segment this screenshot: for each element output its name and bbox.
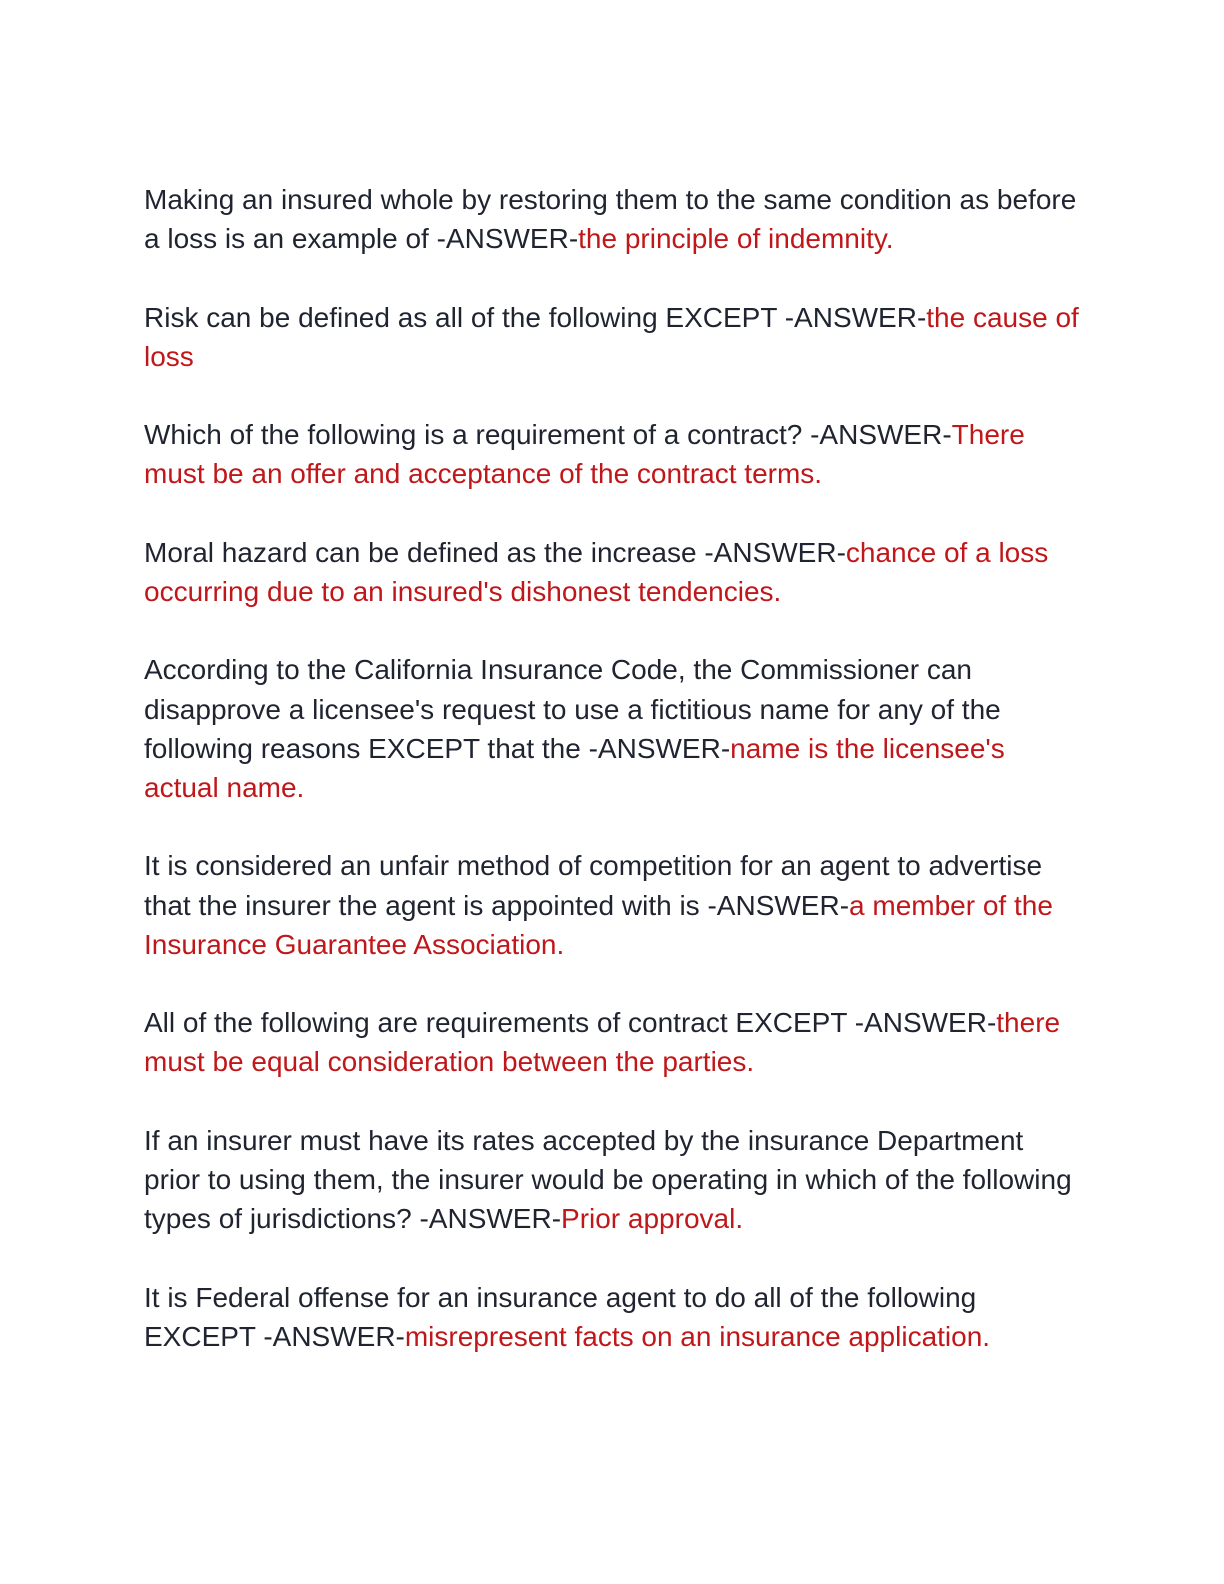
- qa-item: [144, 1121, 1084, 1239]
- qa-item: [144, 415, 1084, 493]
- qa-item: [144, 650, 1084, 807]
- qa-item: [144, 1278, 1084, 1356]
- question-text: Moral hazard can be defined as the increase: [144, 536, 705, 568]
- answer-marker: -ANSWER-: [854, 1007, 997, 1039]
- answer-text: name is the licensee's actual name.: [144, 732, 1005, 803]
- answer-text: chance of a loss occurring due to an insured's dishonest tendencies.: [144, 536, 1049, 607]
- answer-text: There must be an offer and acceptance of the contract terms.: [144, 419, 1025, 490]
- answer-marker: -ANSWER-: [419, 1203, 562, 1235]
- question-text: It is considered an unfair method of competition for an agent to advertise that the insurer the agent is appointed with is: [144, 850, 1043, 921]
- answer-text: the cause of loss: [144, 301, 1079, 372]
- answer-marker: -ANSWER-: [436, 223, 579, 255]
- question-text: Risk can be defined as all of the following EXCEPT: [144, 301, 785, 333]
- question-text: If an insurer must have its rates accepted by the insurance Department prior to using them, the insurer would be operating in which of the following types of jurisdictions?: [144, 1124, 1072, 1235]
- question-text: According to the California Insurance Code, the Commissioner can disapprove a licensee's request to use a fictitious name for any of the following reasons EXCEPT that the: [144, 654, 1001, 764]
- answer-marker: -ANSWER-: [588, 732, 731, 764]
- question-text: It is Federal offense for an insurance agent to do all of the following EXCEPT: [144, 1281, 977, 1352]
- question-text: Which of the following is a requirement of a contract?: [144, 419, 811, 451]
- qa-item: [144, 298, 1084, 376]
- qa-item: [144, 846, 1084, 964]
- answer-text: a member of the Insurance Guarantee Association.: [144, 889, 1053, 960]
- question-text: All of the following are requirements of contract EXCEPT: [144, 1007, 855, 1039]
- answer-marker: -ANSWER-: [810, 419, 952, 451]
- answer-marker: -ANSWER-: [707, 889, 850, 921]
- answer-marker: -ANSWER-: [704, 536, 846, 568]
- answer-text: Prior approval.: [561, 1203, 744, 1235]
- answer-text: the principle of indemnity.: [578, 223, 894, 255]
- qa-item: [144, 1003, 1084, 1081]
- answer-marker: -ANSWER-: [263, 1320, 405, 1352]
- question-text: Making an insured whole by restoring them to the same condition as before a loss is an example of: [144, 184, 1077, 255]
- qa-item: [144, 180, 1084, 258]
- answer-text: misrepresent facts on an insurance application.: [404, 1320, 991, 1352]
- answer-text: there must be equal consideration between the parties.: [144, 1007, 1061, 1078]
- qa-item: [144, 533, 1084, 611]
- answer-marker: -ANSWER-: [784, 301, 927, 333]
- qa-list: [144, 180, 1084, 1395]
